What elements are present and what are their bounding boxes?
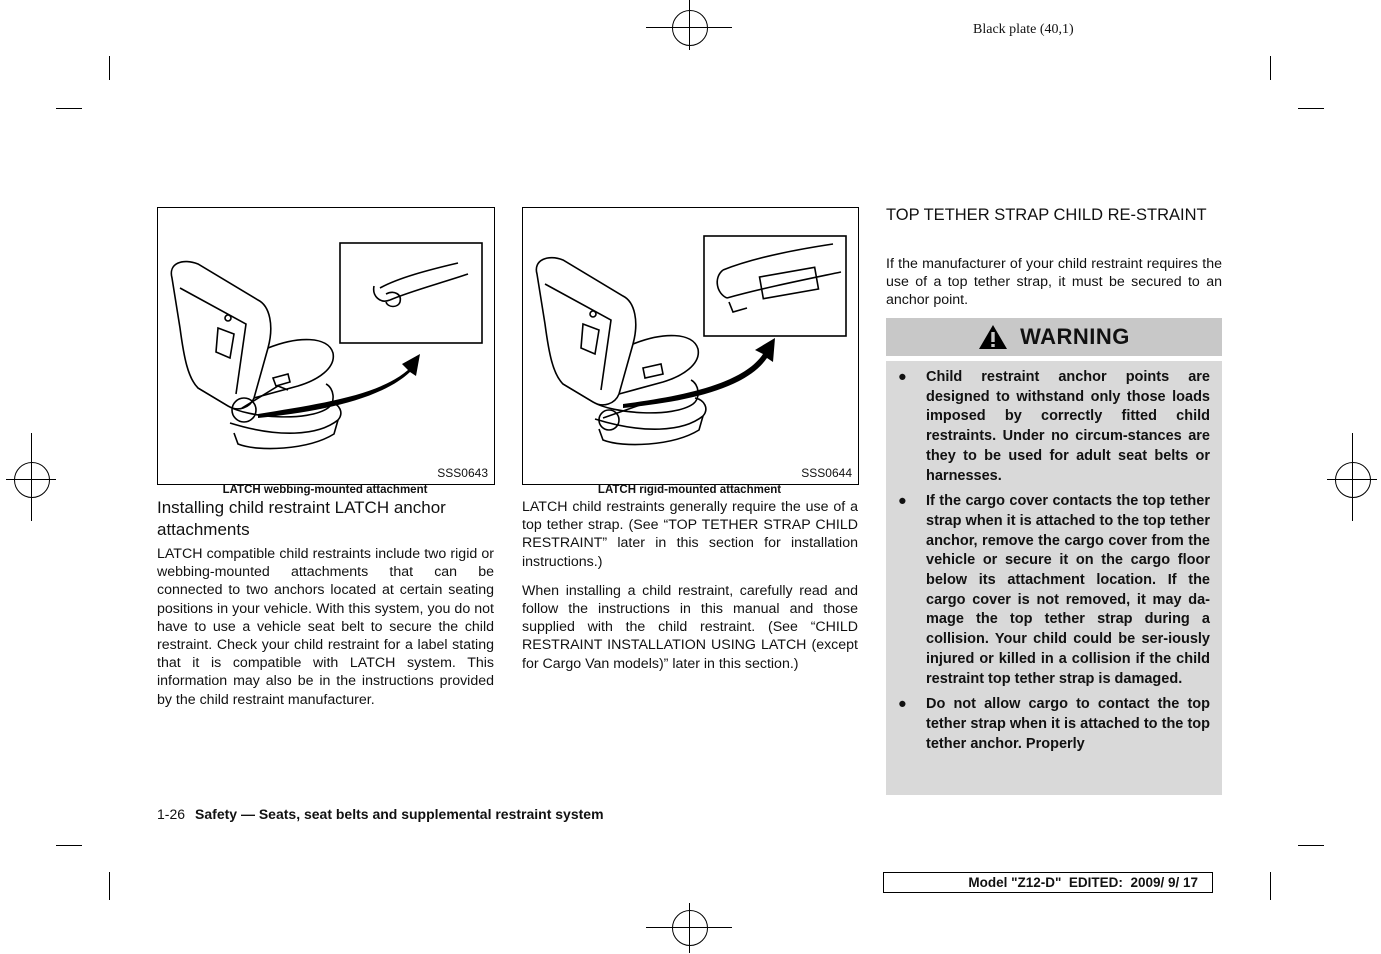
figure-latch-rigid: [522, 207, 859, 485]
section-title: Safety — Seats, seat belts and supplemental restraint system: [195, 806, 604, 822]
paragraph: If the manufacturer of your child restraint requires the use of a top tether strap, it must be secured to an anchor point.: [886, 256, 1222, 309]
page-footer: [157, 806, 604, 822]
warning-title: WARNING: [1020, 324, 1130, 349]
section-heading: TOP TETHER STRAP CHILD RE-STRAINT: [886, 206, 1207, 224]
model-box: [883, 872, 1213, 893]
figure-code: SSS0643: [437, 466, 488, 480]
warning-item-text: If the cargo cover contacts the top tether strap when it is attached to the top tether anchor, remove the cargo cover from the vehicle or secure it on the cargo floor below its attachment location. If the cargo cover is not removed, it may da-mage the top tether strap during a collision. Your child could be ser-iously injured or killed in a collision if the child restraint top tether strap is damaged.: [926, 493, 1210, 687]
figure-caption: LATCH webbing-mounted attachment: [222, 484, 428, 496]
list-item: [898, 695, 1210, 754]
page-number: 1-26: [157, 806, 186, 822]
arrow-icon: [623, 338, 775, 408]
paragraph: LATCH child restraints generally require the use of a top tether strap. (See “TOP TETHER STRAP CHILD RESTRAINT” later in this section for installation instructions.): [522, 499, 858, 570]
warning-item-text: Child restraint anchor points are designed to withstand only those loads imposed by correctly fitted child restraints. Under no circum-stances are they to be used for adult seat belts or harnesses.: [926, 369, 1210, 484]
child-seat-webbing-illustration: [158, 208, 494, 484]
model-label: Model: [968, 875, 1008, 890]
figure-latch-webbing: [157, 207, 495, 485]
child-seat-rigid-illustration: [523, 208, 858, 484]
edited-label: EDITED:: [1068, 875, 1123, 890]
plate-label: Black plate (40,1): [973, 22, 1074, 37]
subhead-latch-anchor: Installing child restraint LATCH anchor attachments: [157, 498, 446, 539]
model-code: "Z12-D": [1011, 875, 1062, 890]
bullet-icon: ●: [898, 696, 907, 713]
list-item: [898, 492, 1210, 689]
body-text-col2: [522, 498, 858, 684]
paragraph: LATCH compatible child restraints include two rigid or webbing-mounted attachments that can be connected to two anchors located at certain seating positions in your vehicle. With this system, you do not have to use a vehicle seat belt to secure the child restraint. Check your child restraint for a label stating that it is compatible with LATCH system. This information may also be in the instructions provided by the child restraint manufacturer.: [157, 546, 494, 708]
body-text-col3: [886, 255, 1222, 321]
warning-list: [886, 361, 1222, 754]
warning-item-text: Do not allow cargo to contact the top tether strap when it is attached to the top tether anchor. Properly: [926, 696, 1210, 752]
warning-body: [886, 361, 1222, 795]
list-item: [898, 368, 1210, 486]
paragraph: When installing a child restraint, carefully read and follow the instructions in this manual and those supplied with the child restraint. (See “CHILD RESTRAINT INSTALLATION USING LATCH (except for Cargo Van models)” later in this section.): [522, 582, 858, 672]
warning-header: [886, 318, 1222, 356]
bullet-icon: ●: [898, 493, 907, 510]
edited-date: 2009/ 9/ 17: [1130, 875, 1198, 890]
warning-triangle-icon: [978, 324, 1008, 350]
body-text-col1: [157, 545, 494, 720]
bullet-icon: ●: [898, 369, 907, 385]
figure-caption: LATCH rigid-mounted attachment: [597, 484, 782, 496]
figure-code: SSS0644: [801, 466, 852, 480]
